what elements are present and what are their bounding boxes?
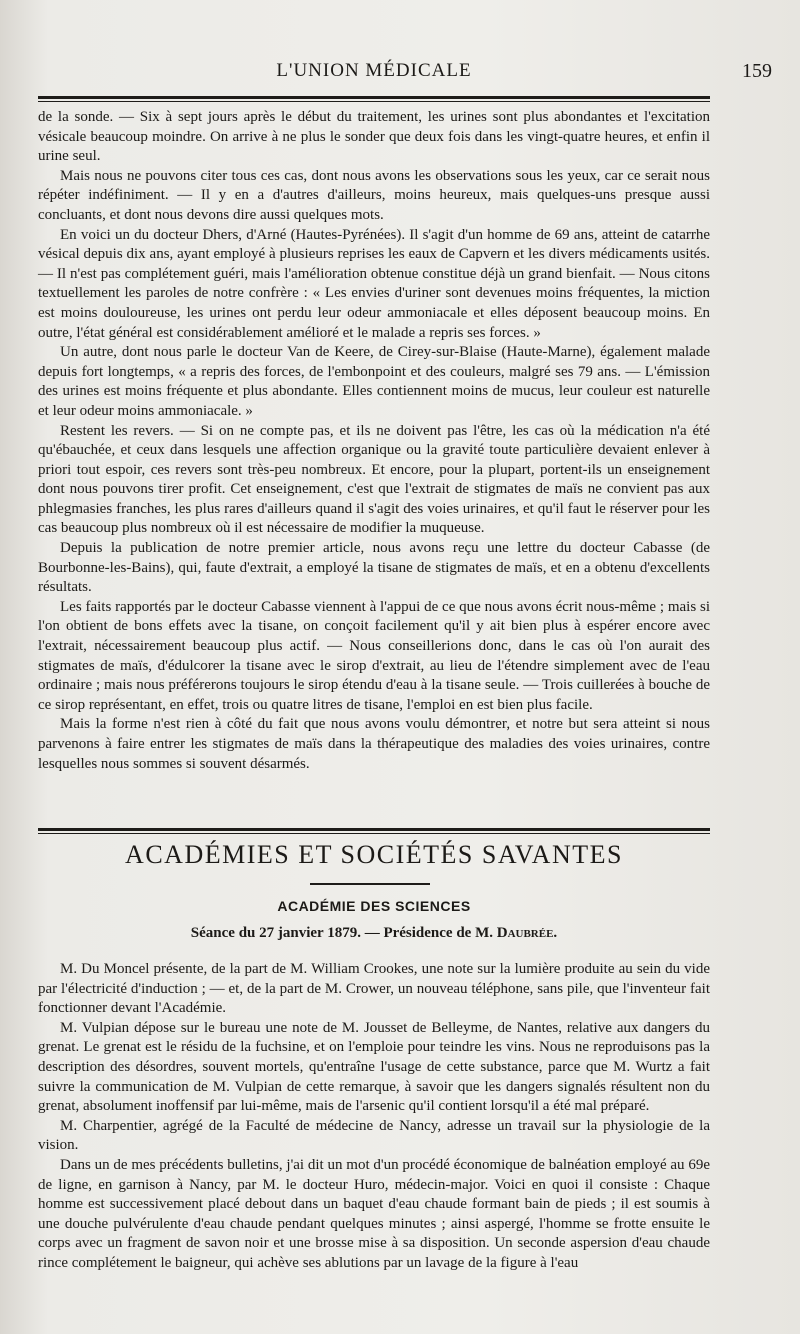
article-paragraph: Les faits rapportés par le docteur Cabasse viennent à l'appui de ce que nous avons écrit nous-même ; mais si l'on obtient de bons effets avec la tisane, on conçoit facilement qu'il y ait bien plus à espérer encore avec l'extrait, nécessairement beaucoup plus actif. — Nous conseillerions donc, dans le cas où l'on aurait des stigmates de maïs, d'édulcorer la tisane avec le sirop d'extrait, au lieu de l'étendre simplement avec de l'eau ordinaire ; mais nous préférerons toujours le sirop étendu d'eau à la tisane seule. — Trois cuillerées à bouche de ce sirop représentant, en effet, trois ou quatre litres de tisane, l'emploi en est bien plus facile.: [38, 598, 710, 713]
article-paragraph: Un autre, dont nous parle le docteur Van de Keere, de Cirey-sur-Blaise (Haute-Marne), également malade depuis fort longtemps, « a repris des forces, de l'embonpoint et des couleurs, malgré ses 79 ans. — L'émission des urines est moins fréquente et plus abondante. Elles contiennent moins de mucus, leur couleur est naturelle et leur odeur moins ammoniacale. »: [38, 344, 710, 419]
subsection-title: ACADÉMIE DES SCIENCES: [277, 898, 471, 914]
section-rule-thin: [38, 833, 710, 834]
session-line: [38, 925, 710, 942]
academy-paragraph: M. Vulpian dépose sur le bureau une note de M. Jousset de Belleyme, de Nantes, relative aux dangers du grenat. Le grenat est le résidu de la fuchsine, et on l'emploie pour teindre les vins. Nous ne reproduisons pas la description des désordres, souvent mortels, qu'entraîne l'usage de cette substance, parce que M. Wurtz a fait suivre la communication de M. Vulpian de cette remarque, à savoir que les dangers signalés résultent non du grenat, absolument inoffensif par lui-même, mais de l'arsenic qu'il contient lorsqu'il a été mal préparé.: [38, 1019, 710, 1115]
academy-paragraph: M. Du Moncel présente, de la part de M. William Crookes, une note sur la lumière produite au sein du vide par l'électricité d'induction ; — et, de la part de M. Crower, un nouveau téléphone, sans pile, que l'inventeur fait fonctionner devant l'Académie.: [38, 961, 710, 1017]
article-paragraph: Restent les revers. — Si on ne compte pas, et ils ne doivent pas l'être, les cas où la médication n'a été qu'ébauchée, et ceux dans lesquels une affection organique ou la gravité toute particulière devaient enlever à priori tout espoir, ces revers sont très-peu nombreux. Et encore, pour la plupart, portent-ils un enseignement dont nous pouvons tirer profit. Cet enseignement, c'est que l'extrait de stigmates de maïs ne convient pas aux phlegmasies franches, les plus rares d'ailleurs quand il s'agit des voies urinaires, et qu'il faut le réserver pour les cas beaucoup plus nombreux où il est nécessaire de modifier la muqueuse.: [38, 422, 710, 537]
academy-body: [38, 960, 710, 1274]
president-name: Daubrée.: [496, 925, 558, 941]
article-paragraph: Mais nous ne pouvons citer tous ces cas, dont nous avons les observations sous les yeux, car ce serait nous répéter indéfiniment. — Il y en a d'autres d'ailleurs, moins heureux, mais quelques-uns presque aussi concluants, et dont nous devons dire aussi quelques mots.: [38, 167, 710, 223]
article-paragraph: Depuis la publication de notre premier article, nous avons reçu une lettre du docteur Cabasse (de Bourbonne-les-Bains), qui, faute d'extrait, a employé la tisane de stigmates de maïs, et en a obtenu d'excellents résultats.: [38, 540, 710, 596]
academy-paragraph: Dans un de mes précédents bulletins, j'ai dit un mot d'un procédé économique de balnéation employé au 69e de ligne, en garnison à Nancy, par M. le docteur Huro, médecin-major. Voici en quoi il consiste : Chaque homme est successivement placé debout dans un baquet d'eau chaude formant bain de pieds ; il est soumis à une douche pulvérulente d'eau chaude pendant quelques minutes ; ainsi aspergé, l'homme se frotte ensuite le corps avec un fragment de savon noir et une brosse mise à sa disposition. Un seconde aspersion d'eau chaude rince complétement le baigneur, qui achève ses ablutions par un lavage de la figure à l'eau: [38, 1156, 710, 1271]
article-paragraph: Mais la forme n'est rien à côté du fait que nous avons voulu démontrer, et notre but sera atteint si nous parvenons à faire entrer les stigmates de maïs dans la thérapeutique des maladies des voies urinaires, contre lesquelles nous sommes si souvent désarmés.: [38, 716, 710, 772]
session-prefix: Séance du 27 janvier 1879. — Présidence de M.: [190, 925, 493, 941]
academy-paragraph: M. Charpentier, agrégé de la Faculté de médecine de Nancy, adresse un travail sur la physiologie de la vision.: [38, 1117, 710, 1154]
article-paragraph: En voici un du docteur Dhers, d'Arné (Hautes-Pyrénées). Il s'agit d'un homme de 69 ans, atteint de catarrhe vésical depuis dix ans, ayant employé à plusieurs reprises les eaux de Capvern et les divers médicaments usités. — Il n'est pas complétement guéri, mais l'amélioration obtenue constitue déjà un grand bienfait. — Nous citons textuellement les paroles de notre confrère : « Les envies d'uriner sont devenues moins fréquentes, la miction est moins douloureuse, les urines ont perdu leur odeur ammoniacale et elles déposent beaucoup moins. En outre, l'état général est considérablement amélioré et le malade a repris ses forces. »: [38, 226, 710, 341]
header-rule-thin: [38, 101, 710, 102]
page-number: 159: [742, 60, 772, 82]
header-rule: [38, 96, 710, 99]
running-title: L'UNION MÉDICALE: [276, 60, 472, 81]
section-separator: [310, 883, 430, 885]
article-body: [38, 108, 710, 774]
section-title: ACADÉMIES ET SOCIÉTÉS SAVANTES: [125, 840, 623, 869]
page-header: [38, 60, 772, 94]
article-paragraph: de la sonde. — Six à sept jours après le début du traitement, les urines sont plus abondantes et l'excitation vésicale beaucoup moindre. On arrive à ne plus le sonder que deux fois dans les vingt-quatre heures, et enfin il urine seul.: [38, 109, 710, 165]
section-rule: [38, 828, 710, 831]
